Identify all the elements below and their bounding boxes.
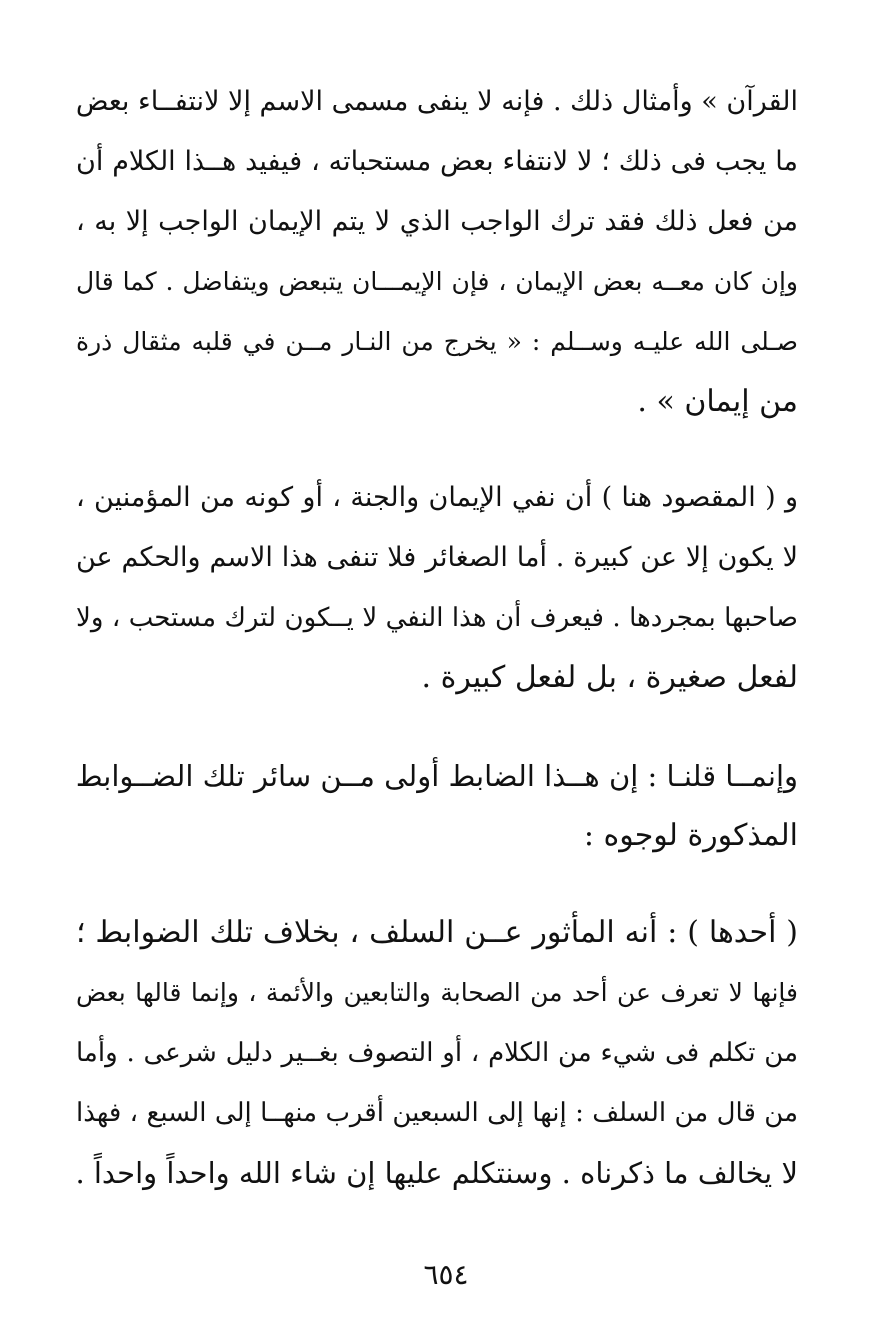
text-line: لا يكون إلا عن كبيرة . أما الصغائر فلا تنفى هذا الاسم والحكم عن	[76, 542, 798, 573]
paragraph-2	[76, 468, 798, 708]
text-line: لفعل صغيرة ، بل لفعل كبيرة .	[421, 660, 798, 695]
paragraph-3	[76, 746, 798, 866]
text-line: القرآن » وأمثال ذلك . فإنه لا ينفى مسمى الاسم إلا لانتفــاء بعض	[75, 86, 798, 117]
text-line: وإنمــا قلنـا : إن هــذا الضابط أولى مــن سائر تلك الضــوابط	[75, 759, 798, 793]
text-line: صاحبها بمجردها . فيعرف أن هذا النفي لا يــكون لترك مستحب ، ولا	[76, 603, 798, 633]
text-line: ما يجب فى ذلك ؛ لا لانتفاء بعض مستحباته ، فيفيد هــذا الكلام أن	[76, 146, 798, 177]
text-line: لا يخالف ما ذكرناه . وسنتكلم عليها إن شاء الله واحداً واحداً .	[75, 1156, 798, 1190]
text-line: صـلى الله عليـه وســلم : « يخرج من النـار مــن في قلبه مثقال ذرة	[76, 327, 798, 356]
text-line: من قال من السلف : إنها إلى السبعين أقرب منهــا إلى السبع ، فهذا	[76, 1098, 798, 1128]
text-line: من فعل ذلك فقد ترك الواجب الذي لا يتم الإيمان الواجب إلا به ،	[76, 206, 798, 237]
text-line: من تكلم فى شيء من الكلام ، أو التصوف بغــير دليل شرعى . وأما	[76, 1038, 798, 1068]
paragraph-1	[76, 72, 798, 432]
text-line: من إيمان » .	[637, 384, 798, 419]
text-line: المذكورة لوجوه :	[583, 818, 798, 853]
text-line: وإن كان معــه بعض الإيمان ، فإن الإيمـــان يتبعض ويتفاضل . كما قال	[76, 267, 798, 296]
page-number: ٦٥٤	[423, 1258, 469, 1291]
text-line: و ( المقصود هنا ) أن نفي الإيمان والجنة ، أو كونه من المؤمنين ،	[76, 482, 798, 513]
text-line: فإنها لا تعرف عن أحد من الصحابة والتابعين والأئمة ، وإنما قالها بعض	[76, 978, 798, 1007]
paragraph-4	[76, 903, 798, 1203]
text-line: ( أحدها ) : أنه المأثور عــن السلف ، بخلاف تلك الضوابط ؛	[76, 915, 798, 950]
